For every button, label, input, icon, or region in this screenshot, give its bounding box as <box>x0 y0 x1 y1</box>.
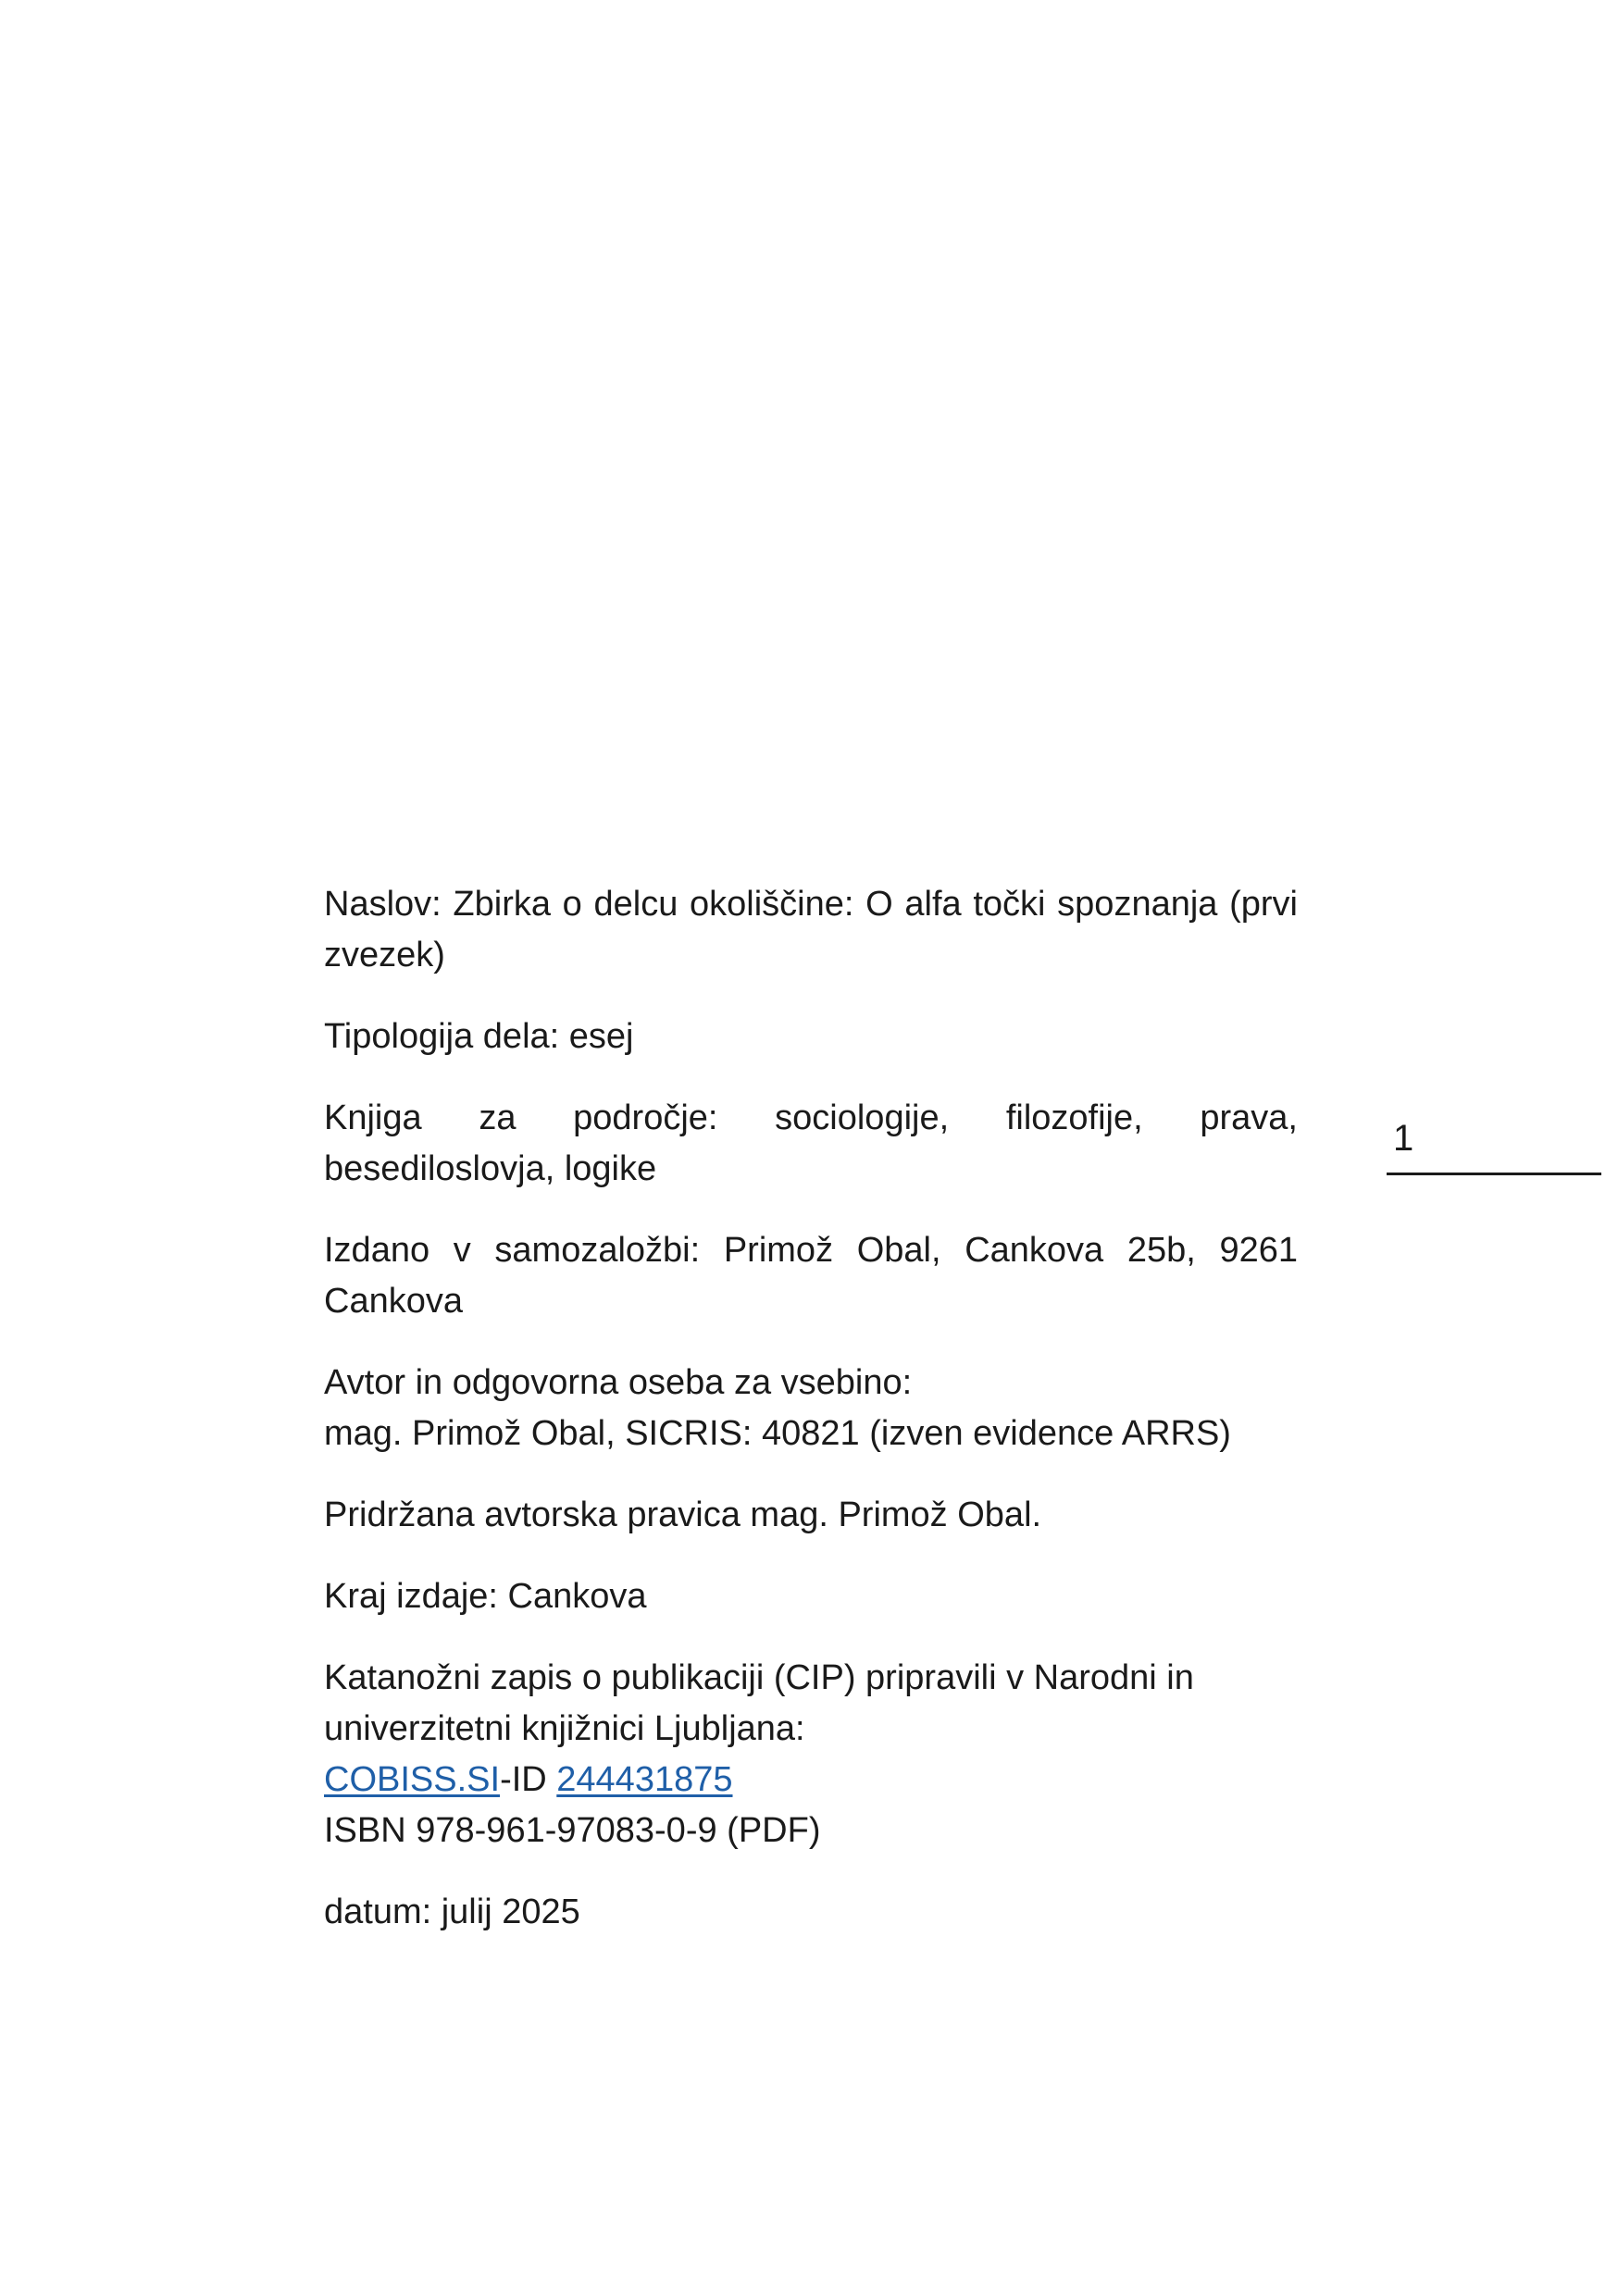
author-detail: mag. Primož Obal, SICRIS: 40821 (izven evidence ARRS) <box>324 1414 1231 1453</box>
publisher-line: Izdano v samozaložbi: Primož Obal, Cankova 25b, 9261 Cankova <box>324 1231 1298 1321</box>
field-line: Knjiga za področje: sociologije, filozofije, prava, besediloslovja, logike <box>324 1098 1298 1188</box>
author-heading: Avtor in odgovorna oseba za vsebino: <box>324 1363 913 1402</box>
typology-line: Tipologija dela: esej <box>324 1017 634 1056</box>
cobiss-link[interactable]: COBISS.SI <box>324 1760 501 1799</box>
cobiss-line <box>324 1755 1298 1806</box>
isbn-line: ISBN 978-961-97083-0-9 (PDF) <box>324 1811 821 1850</box>
cip-text: Katanožni zapis o publikaciji (CIP) pripravili v Narodni in univerzitetni knjižnici Ljubljana: <box>324 1658 1194 1748</box>
copyright-line: Pridržana avtorska pravica mag. Primož Obal. <box>324 1496 1042 1534</box>
colophon <box>324 879 1298 1968</box>
page-number-rule <box>1387 1173 1601 1175</box>
place-line: Kraj izdaje: Cankova <box>324 1577 647 1616</box>
cip-block <box>324 1653 1298 1856</box>
page-number: 1 <box>1393 1118 1414 1159</box>
title-line: Naslov: Zbirka o delcu okoliščine: O alfa točki spoznanja (prvi zvezek) <box>324 885 1298 974</box>
cobiss-id-prefix: -ID <box>500 1760 557 1799</box>
cobiss-id-link[interactable]: 244431875 <box>556 1760 733 1799</box>
date-line: datum: julij 2025 <box>324 1893 580 1931</box>
author-block <box>324 1358 1298 1459</box>
